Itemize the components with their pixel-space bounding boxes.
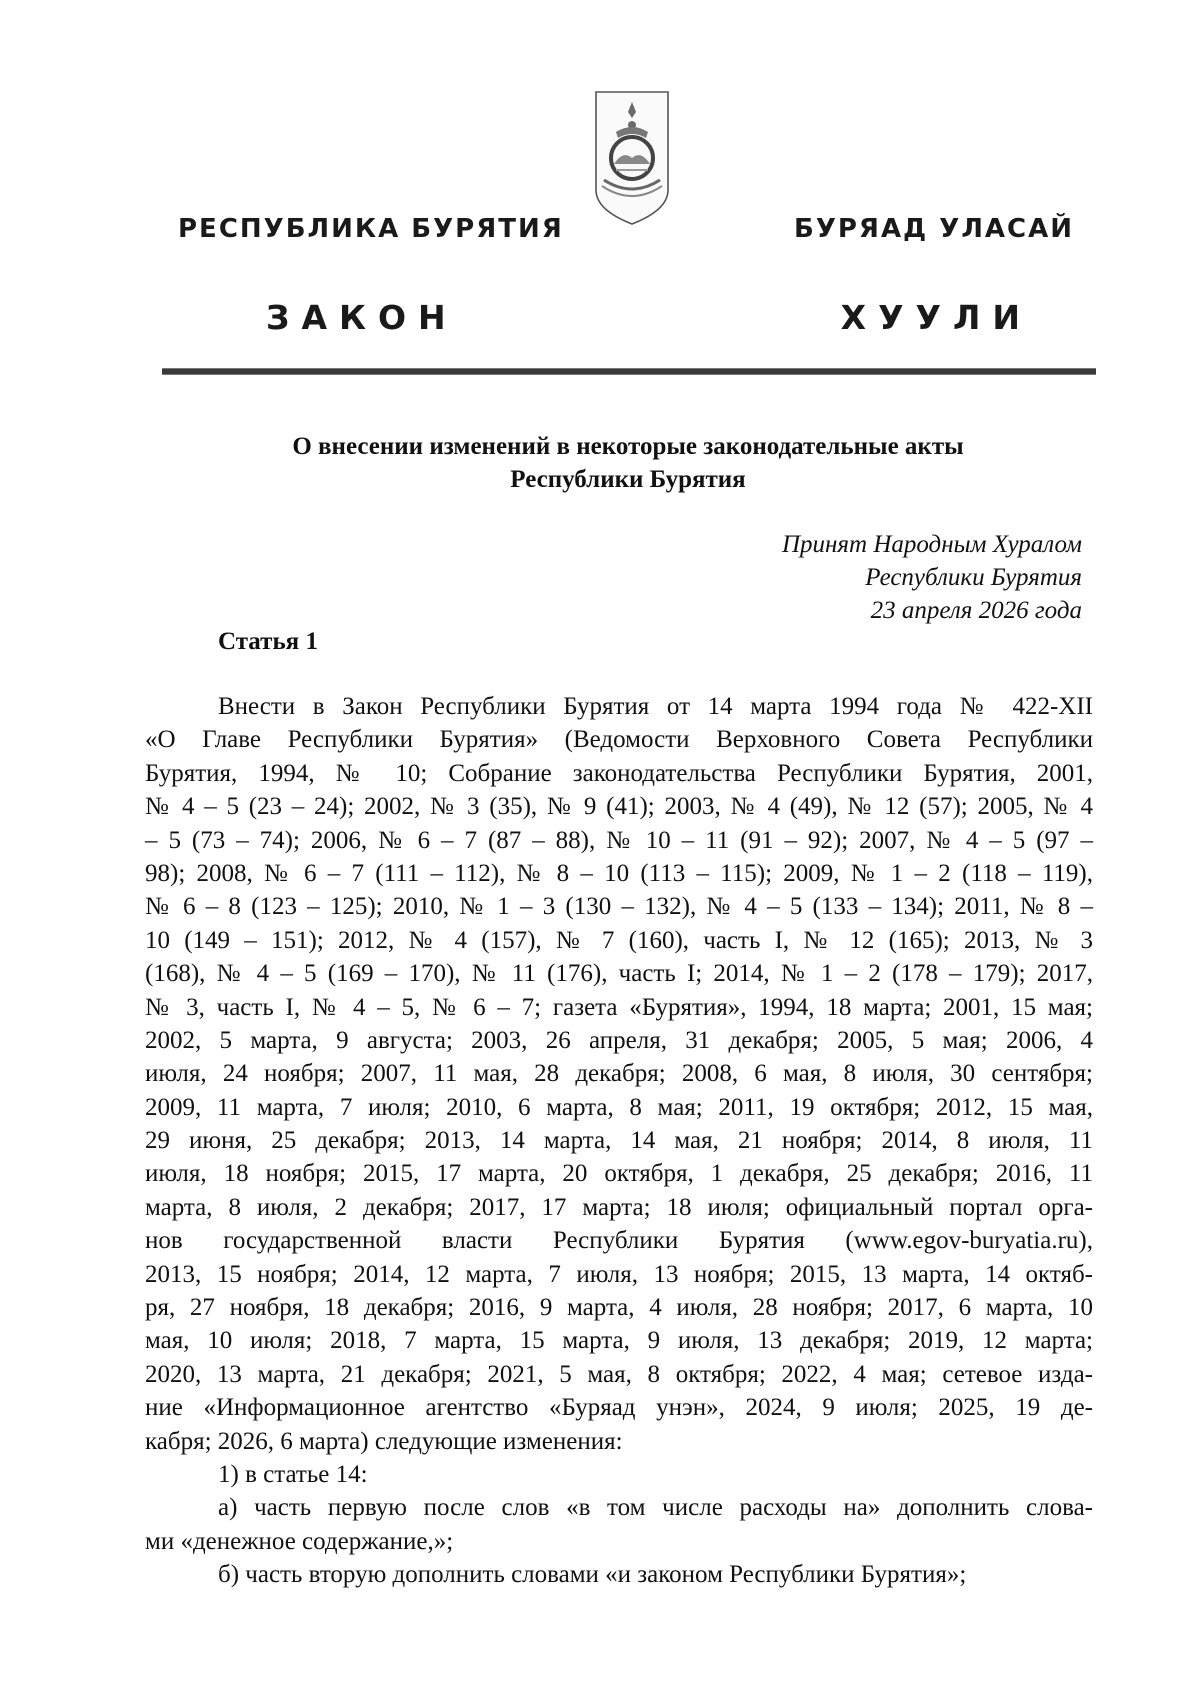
body-line: № 3, часть I, № 4 – 5, № 6 – 7; газета «Бурятия», 1994, 18 марта; 2001, 15 мая;: [145, 993, 1093, 1021]
body-line: б) часть вторую дополнить словами «и законом Республики Бурятия»;: [218, 1561, 967, 1589]
body-line: а) часть первую после слов «в том числе расходы на» дополнить слова-: [218, 1494, 1093, 1522]
body-line: 1) в статье 14:: [218, 1460, 368, 1488]
republic-name-russian: РЕСПУБЛИКА БУРЯТИЯ: [178, 214, 564, 244]
body-line: – 5 (73 – 74); 2006, № 6 – 7 (87 – 88), № 10 – 11 (91 – 92); 2007, № 4 – 5 (97 –: [145, 826, 1093, 854]
adoption-date: 23 апреля 2026 года: [870, 597, 1082, 624]
law-title: [160, 430, 1096, 496]
body-line: 2009, 11 марта, 7 июля; 2010, 6 марта, 8 мая; 2011, 19 октября; 2012, 15 мая,: [145, 1093, 1093, 1121]
article-body: [145, 690, 1093, 1592]
adoption-note-line: Принят Народным Хуралом: [781, 531, 1082, 558]
adoption-note: [782, 528, 1082, 627]
body-line: ря, 27 ноября, 18 декабря; 2016, 9 марта, 4 июля, 28 ноября; 2017, 6 марта, 10: [145, 1294, 1093, 1322]
body-line: марта, 8 июля, 2 декабря; 2017, 17 марта; 18 июля; официальный портал орга-: [145, 1193, 1093, 1221]
article-heading: Статья 1: [218, 628, 318, 655]
doc-type-russian: ЗАКОН: [266, 298, 458, 337]
body-line: нов государственной власти Республики Бурятия (www.egov-buryatia.ru),: [145, 1227, 1093, 1255]
body-line: кабря; 2026, 6 марта) следующие изменения:: [145, 1427, 623, 1455]
body-line: мая, 10 июля; 2018, 7 марта, 15 марта, 9 июля, 13 декабря; 2019, 12 марта;: [145, 1327, 1093, 1355]
header-divider: [162, 368, 1096, 375]
body-line: № 6 – 8 (123 – 125); 2010, № 1 – 3 (130 – 132), № 4 – 5 (133 – 134); 2011, № 8 –: [145, 893, 1093, 921]
body-line: ми «денежное содержание,»;: [145, 1527, 454, 1555]
coat-of-arms-icon: [592, 88, 672, 226]
body-line: № 4 – 5 (23 – 24); 2002, № 3 (35), № 9 (41); 2003, № 4 (49), № 12 (57); 2005, № 4: [145, 793, 1093, 821]
law-title-line: Республики Бурятия: [510, 466, 746, 493]
doc-type-buryat: ХУУЛИ: [840, 298, 1032, 337]
republic-name-buryat: БУРЯАД УЛАСАЙ: [794, 214, 1074, 244]
body-line: 2013, 15 ноября; 2014, 12 марта, 7 июля, 13 ноября; 2015, 13 марта, 14 октяб-: [145, 1260, 1093, 1288]
body-line: июля, 18 ноября; 2015, 17 марта, 20 октября, 1 декабря, 25 декабря; 2016, 11: [145, 1160, 1093, 1188]
body-line: 10 (149 – 151); 2012, № 4 (157), № 7 (160), часть I, № 12 (165); 2013, № 3: [145, 926, 1093, 954]
body-line: Внести в Закон Республики Бурятия от 14 марта 1994 года № 422-XII: [218, 693, 1093, 720]
body-line: Бурятия, 1994, № 10; Собрание законодательства Республики Бурятия, 2001,: [145, 759, 1093, 787]
body-line: 29 июня, 25 декабря; 2013, 14 марта, 14 мая, 21 ноября; 2014, 8 июля, 11: [145, 1127, 1093, 1155]
law-title-line: О внесении изменений в некоторые законодательные акты: [292, 433, 964, 460]
body-line: 2002, 5 марта, 9 августа; 2003, 26 апреля, 31 декабря; 2005, 5 мая; 2006, 4: [145, 1026, 1093, 1054]
body-line: ние «Информационное агентство «Буряад унэн», 2024, 9 июля; 2025, 19 де-: [145, 1394, 1093, 1422]
body-line: (168), № 4 – 5 (169 – 170), № 11 (176), часть I; 2014, № 1 – 2 (178 – 179); 2017,: [145, 960, 1093, 988]
body-line: 98); 2008, № 6 – 7 (111 – 112), № 8 – 10 (113 – 115); 2009, № 1 – 2 (118 – 119),: [145, 859, 1093, 887]
body-line: 2020, 13 марта, 21 декабря; 2021, 5 мая, 8 октября; 2022, 4 мая; сетевое изда-: [145, 1360, 1093, 1388]
body-line: «О Главе Республики Бурятия» (Ведомости Верховного Совета Республики: [145, 726, 1093, 754]
body-line: июля, 24 ноября; 2007, 11 мая, 28 декабря; 2008, 6 мая, 8 июля, 30 сентября;: [145, 1060, 1093, 1088]
adoption-note-line: Республики Бурятия: [865, 564, 1082, 591]
